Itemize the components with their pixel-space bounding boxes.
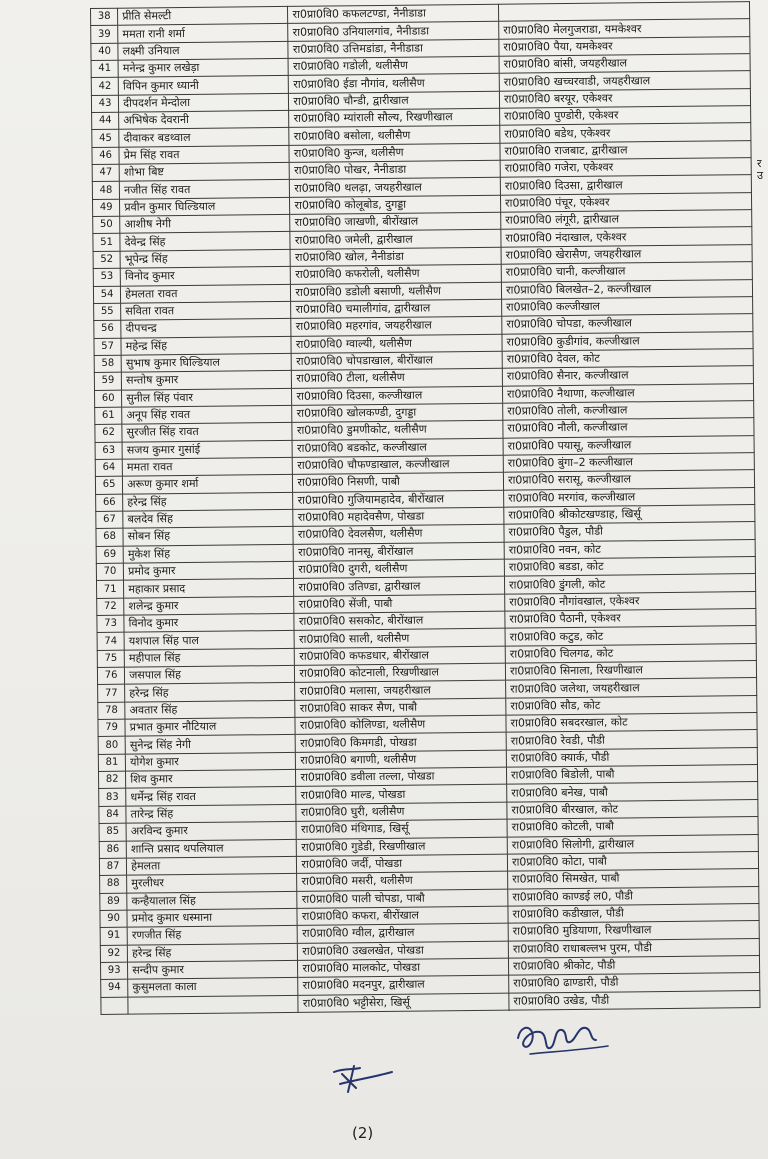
transfer-school-cell: रा0प्रा0वि0 कल्जीखाल xyxy=(502,296,753,316)
transfer-school-cell: रा0प्रा0वि0 नौगांवखाल, एकेश्वर xyxy=(505,591,756,611)
transfer-school-cell: रा0प्रा0वि0 बुंगा–2 कल्जीखाल xyxy=(503,453,754,473)
current-school-cell: रा0प्रा0वि0 नानसू, बीरोंखाल xyxy=(294,542,505,562)
row-number-cell: 51 xyxy=(93,234,120,252)
current-school-cell: रा0प्रा0वि0 चोपडाखाल, बीरोंखाल xyxy=(292,351,503,371)
row-number-cell: 74 xyxy=(97,633,124,651)
row-number-cell: 77 xyxy=(98,685,125,703)
transfer-school-cell: रा0प्रा0वि0 पंचूर, एकेश्वर xyxy=(501,192,752,212)
current-school-cell: रा0प्रा0वि0 टीला, थलीसैण xyxy=(292,368,503,388)
transfer-school-cell: रा0प्रा0वि0 सिलोगी, द्वारीखाल xyxy=(507,834,758,854)
row-number-cell: 53 xyxy=(93,268,120,286)
current-school-cell: रा0प्रा0वि0 किमगडी, पोखडा xyxy=(296,733,507,753)
current-school-cell: रा0प्रा0वि0 मसरी, थलीसैण xyxy=(297,871,508,891)
row-number-cell: 41 xyxy=(91,60,118,78)
current-school-cell: रा0प्रा0वि0 बडकोट, कल्जीखाल xyxy=(293,438,504,458)
current-school-cell: रा0प्रा0वि0 कोटनाली, रिखणीखाल xyxy=(295,663,506,683)
current-school-cell: रा0प्रा0वि0 साकर सैण, पाबौ xyxy=(295,698,506,718)
teacher-name-cell: दीपचन्द्र xyxy=(121,319,291,338)
row-number-cell: 46 xyxy=(92,147,119,165)
current-school-cell: रा0प्रा0वि0 गडोली, थलीसैण xyxy=(289,56,500,76)
current-school-cell: रा0प्रा0वि0 घुरी, थलीसैण xyxy=(296,802,507,822)
row-number-cell: 39 xyxy=(91,26,118,44)
current-school-cell: रा0प्रा0वि0 मालकोट, पोखडा xyxy=(298,958,509,978)
row-number-cell: 71 xyxy=(96,581,123,599)
teacher-name-cell: लक्ष्मी उनियाल xyxy=(118,41,288,60)
current-school-cell: रा0प्रा0वि0 जाखणी, बीरोंखाल xyxy=(290,212,501,232)
current-school-cell: रा0प्रा0वि0 दुगरी, थलीसैण xyxy=(294,559,505,579)
teacher-name-cell: महीपाल सिंह xyxy=(124,648,294,667)
teacher-name-cell: हेमलता xyxy=(127,856,297,875)
transfer-school-cell: रा0प्रा0वि0 नवन, कोट xyxy=(504,539,755,559)
teacher-name-cell: विनोद कुमार xyxy=(124,613,294,632)
teacher-name-cell: अनूप सिंह रावत xyxy=(122,405,292,424)
transfer-school-cell: रा0प्रा0वि0 खेरासैण, जयहरीखाल xyxy=(501,244,752,264)
teacher-name-cell: मुकेश सिंह xyxy=(123,544,293,563)
row-number-cell: 81 xyxy=(98,754,125,772)
teacher-name-cell: कुसुमलता काला xyxy=(128,978,298,997)
teacher-name-cell: धर्मेन्द्र सिंह रावत xyxy=(126,787,296,806)
row-number-cell: 45 xyxy=(92,130,119,148)
teacher-name-cell: सुनील सिंह पंवार xyxy=(122,388,292,407)
row-number-cell: 44 xyxy=(92,112,119,130)
teacher-name-cell xyxy=(128,995,298,1014)
row-number-cell: 75 xyxy=(97,650,124,668)
teacher-name-cell: प्रवीन कुमार घिल्डियाल xyxy=(120,197,290,216)
current-school-cell: रा0प्रा0वि0 ग्वील, द्वारीखाल xyxy=(298,923,509,943)
current-school-cell: रा0प्रा0वि0 मंथिगाड, खिर्सू xyxy=(297,819,508,839)
teacher-name-cell: देवेन्द्र सिंह xyxy=(120,232,290,251)
current-school-cell: रा0प्रा0वि0 डुमणीकोट, थलीसैण xyxy=(292,420,503,440)
row-number-cell: 52 xyxy=(93,251,120,269)
transfer-school-cell: रा0प्रा0वि0 बिलखेत–2, कल्जीखाल xyxy=(501,279,752,299)
current-school-cell: रा0प्रा0वि0 भट्टीसेरा, खिर्सू xyxy=(298,993,509,1013)
row-number-cell: 64 xyxy=(95,459,122,477)
current-school-cell: रा0प्रा0वि0 कुन्ज, थलीसैण xyxy=(289,143,500,163)
transfer-school-cell: रा0प्रा0वि0 चानी, कल्जीखाल xyxy=(501,262,752,282)
teacher-name-cell: सुरजीत सिंह रावत xyxy=(122,423,292,442)
transfer-school-cell: रा0प्रा0वि0 चिलगढ, कोट xyxy=(505,643,756,663)
transfer-school-cell: रा0प्रा0वि0 उखेड, पौडी xyxy=(509,990,760,1010)
current-school-cell: रा0प्रा0वि0 खोल, नैनीडांडा xyxy=(291,247,502,267)
current-school-cell: रा0प्रा0वि0 जर्दी, पोखडा xyxy=(297,854,508,874)
teacher-name-cell: बलदेव सिंह xyxy=(123,509,293,528)
signature-mark-left xyxy=(330,1058,400,1098)
current-school-cell: रा0प्रा0वि0 उतिण्डा, द्वारीखाल xyxy=(294,577,505,597)
teacher-name-cell: प्रीति सेमल्टी xyxy=(118,6,288,25)
current-school-cell: रा0प्रा0वि0 देवलसैण, थलीसैण xyxy=(293,525,504,545)
row-number-cell: 49 xyxy=(93,199,120,217)
current-school-cell: रा0प्रा0वि0 मलासा, जयहरीखाल xyxy=(295,681,506,701)
row-number-cell: 86 xyxy=(99,841,126,859)
row-number-cell: 80 xyxy=(98,737,125,755)
current-school-cell: रा0प्रा0वि0 उखलखेत, पोखडा xyxy=(298,941,509,961)
teacher-name-cell: दीपदर्शन मेन्दोला xyxy=(119,93,289,112)
teacher-name-cell: हरेन्द्र सिंह xyxy=(128,943,298,962)
teacher-name-cell: विनोद कुमार xyxy=(120,267,290,286)
row-number-cell: 93 xyxy=(100,962,127,980)
teacher-name-cell: अरूण कुमार शर्मा xyxy=(123,475,293,494)
row-number-cell: 83 xyxy=(99,789,126,807)
current-school-cell: रा0प्रा0वि0 ग्वाल्यी, थलीसैण xyxy=(291,334,502,354)
teacher-name-cell: प्रमोद कुमार xyxy=(124,561,294,580)
teacher-name-cell: मनेन्द्र कुमार लखेड़ा xyxy=(118,58,288,77)
transfer-school-cell: रा0प्रा0वि0 राजबाट, द्वारीखाल xyxy=(500,140,751,160)
transfer-school-cell: रा0प्रा0वि0 कुडीगांव, कल्जीखाल xyxy=(502,331,753,351)
row-number-cell: 69 xyxy=(96,546,123,564)
teacher-name-cell: ममता रावत xyxy=(122,457,292,476)
row-number-cell: 62 xyxy=(95,424,122,442)
teacher-name-cell: सुभाष कुमार घिल्डियाल xyxy=(121,353,291,372)
teacher-name-cell: दीवाकर बडथ्वाल xyxy=(119,128,289,147)
teacher-name-cell: रणजीत सिंह xyxy=(127,926,297,945)
current-school-cell: रा0प्रा0वि0 निसणी, पाबौ xyxy=(293,472,504,492)
transfer-school-cell: रा0प्रा0वि0 सौड, कोट xyxy=(506,695,757,715)
transfer-school-cell: रा0प्रा0वि0 दिउसा, द्वारीखाल xyxy=(500,175,751,195)
transfer-school-cell: रा0प्रा0वि0 क्यार्क, पौडी xyxy=(506,747,757,767)
row-number-cell: 78 xyxy=(98,702,125,720)
teacher-name-cell: भूपेन्द्र सिंह xyxy=(120,249,290,268)
transfer-school-cell: रा0प्रा0वि0 काण्डई ल0, पौडी xyxy=(508,886,759,906)
transfer-school-cell: रा0प्रा0वि0 नौली, कल्जीखाल xyxy=(503,418,754,438)
row-number-cell: 76 xyxy=(97,667,124,685)
row-number-cell: 43 xyxy=(91,95,118,113)
current-school-cell: रा0प्रा0वि0 साली, थलीसैण xyxy=(295,629,506,649)
row-number-cell: 91 xyxy=(100,927,127,945)
row-number-cell: 79 xyxy=(98,719,125,737)
transfer-school-cell: रा0प्रा0वि0 सैनार, कल्जीखाल xyxy=(502,366,753,386)
teacher-name-cell: शान्ति प्रसाद थपलियाल xyxy=(126,839,296,858)
teacher-name-cell: प्रमोद कुमार धस्माना xyxy=(127,908,297,927)
transfer-school-cell: रा0प्रा0वि0 श्रीकोट, पौडी xyxy=(509,955,760,975)
row-number-cell: 92 xyxy=(100,945,127,963)
transfer-school-cell: रा0प्रा0वि0 डुंगली, कोट xyxy=(505,574,756,594)
teacher-name-cell: सविता रावत xyxy=(121,301,291,320)
row-number-cell: 50 xyxy=(93,216,120,234)
teacher-name-cell: सजय कुमार गुसांई xyxy=(122,440,292,459)
teacher-name-cell: मुरलीधर xyxy=(127,874,297,893)
transfer-school-cell: रा0प्रा0वि0 लंगूरी, द्वारीखाल xyxy=(501,210,752,230)
transfer-school-cell: रा0प्रा0वि0 गजेरा, एकेश्वर xyxy=(500,158,751,178)
transfer-school-cell: रा0प्रा0वि0 रेवडी, पौडी xyxy=(506,730,757,750)
current-school-cell: रा0प्रा0वि0 पोखर, नैनीडाडा xyxy=(290,160,501,180)
transfer-school-cell: रा0प्रा0वि0 बडडा, कोट xyxy=(504,557,755,577)
teacher-name-cell: अभिषेक देवरानी xyxy=(119,110,289,129)
current-school-cell: रा0प्रा0वि0 ससकोट, बीरोंखाल xyxy=(294,611,505,631)
teacher-name-cell: हरेन्द्र सिंह xyxy=(123,492,293,511)
current-school-cell: रा0प्रा0वि0 कोलिण्डा, थलीसैण xyxy=(295,715,506,735)
transfer-school-cell: रा0प्रा0वि0 पैया, यमकेश्वर xyxy=(499,36,750,56)
transfer-school-cell: रा0प्रा0वि0 जलेथा, जयहरीखाल xyxy=(506,678,757,698)
transfer-school-cell: रा0प्रा0वि0 सरासू, कल्जीखाल xyxy=(503,470,754,490)
transfer-school-cell: रा0प्रा0वि0 राधाबल्लभ पुरम, पौडी xyxy=(508,938,759,958)
row-number-cell: 48 xyxy=(92,182,119,200)
transfer-school-cell: रा0प्रा0वि0 चोपडा, कल्जीखाल xyxy=(502,314,753,334)
current-school-cell: रा0प्रा0वि0 जमेली, द्वारीखाल xyxy=(290,230,501,250)
transfer-school-cell: रा0प्रा0वि0 पैठानी, एकेश्वर xyxy=(505,609,756,629)
teacher-name-cell: विपिन कुमार ध्यानी xyxy=(118,76,288,95)
row-number-cell: 57 xyxy=(94,338,121,356)
transfer-list-table xyxy=(90,1,764,1015)
transfer-school-cell: रा0प्रा0वि0 पैडुल, पौडी xyxy=(504,522,755,542)
teacher-name-cell: शिव कुमार xyxy=(126,770,296,789)
transfer-school-cell: रा0प्रा0वि0 सिमखेत, पाबौ xyxy=(508,869,759,889)
transfer-school-cell: रा0प्रा0वि0 मुडियाणा, रिखणीखाल xyxy=(508,921,759,941)
row-number-cell: 70 xyxy=(96,563,123,581)
row-number-cell: 68 xyxy=(96,528,123,546)
transfer-school-cell: रा0प्रा0वि0 मेलगुजराडा, यमकेश्वर xyxy=(499,19,750,39)
transfer-school-cell: रा0प्रा0वि0 मरगांव, कल्जीखाल xyxy=(504,487,755,507)
row-number-cell: 88 xyxy=(100,875,127,893)
current-school-cell: रा0प्रा0वि0 कफलटण्डा, नैनीडाडा xyxy=(288,4,499,24)
teacher-name-cell: सोबन सिंह xyxy=(123,527,293,546)
current-school-cell: रा0प्रा0वि0 मदनपुर, द्वारीखाल xyxy=(298,975,509,995)
current-school-cell: रा0प्रा0वि0 गुजियामहादेव, बीरोंखाल xyxy=(293,490,504,510)
current-school-cell: रा0प्रा0वि0 चौन्डी, द्वारीखाल xyxy=(289,91,500,111)
row-number-cell: 82 xyxy=(98,771,125,789)
row-number-cell: 40 xyxy=(91,43,118,61)
row-number-cell: 94 xyxy=(101,979,128,997)
transfer-school-cell: रा0प्रा0वि0 नैथाणा, कल्जीखाल xyxy=(503,383,754,403)
current-school-cell: रा0प्रा0वि0 उत्तिमडांडा, नैनीडाडा xyxy=(288,39,499,59)
transfer-school-cell: रा0प्रा0वि0 श्रीकोटखण्डाह, खिर्सू xyxy=(504,505,755,525)
teacher-name-cell: तारेन्द्र सिंह xyxy=(126,804,296,823)
teacher-name-cell: महेन्द्र सिंह xyxy=(121,336,291,355)
teacher-name-cell: आशीष नेगी xyxy=(120,215,290,234)
row-number-cell: 87 xyxy=(99,858,126,876)
current-school-cell: रा0प्रा0वि0 सेंजी, पाबौ xyxy=(294,594,505,614)
teacher-name-cell: हरेन्द्र सिंह xyxy=(125,683,295,702)
current-school-cell: रा0प्रा0वि0 चौफण्डाखाल, कल्जीखाल xyxy=(293,455,504,475)
transfer-school-cell: रा0प्रा0वि0 देवल, कोट xyxy=(502,348,753,368)
teacher-name-cell: शोभा बिष्ट xyxy=(119,163,289,182)
transfer-school-cell: रा0प्रा0वि0 पयासू, कल्जीखाल xyxy=(503,435,754,455)
row-number-cell: 60 xyxy=(95,390,122,408)
row-number-cell: 66 xyxy=(96,494,123,512)
teacher-name-cell: सुनेन्द्र सिंह नेगी xyxy=(125,735,295,754)
current-school-cell: रा0प्रा0वि0 उनियालगांव, नैनीडाडा xyxy=(288,22,499,42)
cut-off-margin-text: र उ xyxy=(757,157,764,182)
row-number-cell: 90 xyxy=(100,910,127,928)
teacher-name-cell: योगेश कुमार xyxy=(126,752,296,771)
transfer-school-cell: रा0प्रा0वि0 कोटली, पाबौ xyxy=(507,817,758,837)
current-school-cell: रा0प्रा0वि0 पाली चोपडा, पाबौ xyxy=(297,889,508,909)
current-school-cell: रा0प्रा0वि0 डवीला तल्ला, पोखडा xyxy=(296,767,507,787)
transfer-school-cell: रा0प्रा0वि0 कोटा, पाबौ xyxy=(507,851,758,871)
row-number-cell: 67 xyxy=(96,511,123,529)
current-school-cell: रा0प्रा0वि0 महादेवसैण, पोखडा xyxy=(293,507,504,527)
current-school-cell: रा0प्रा0वि0 माल्ड, पोखडा xyxy=(296,785,507,805)
row-number-cell: 42 xyxy=(91,78,118,96)
current-school-cell: रा0प्रा0वि0 गुडेडी, रिखणीखाल xyxy=(297,837,508,857)
current-school-cell: रा0प्रा0वि0 ईडा नौगांव, थलीसैण xyxy=(289,74,500,94)
teacher-name-cell: शलेन्द्र कुमार xyxy=(124,596,294,615)
row-number-cell: 47 xyxy=(92,164,119,182)
teacher-name-cell: यशपाल सिंह पाल xyxy=(124,631,294,650)
current-school-cell: रा0प्रा0वि0 खोलकण्डी, दुगड्डा xyxy=(292,403,503,423)
row-number-cell: 56 xyxy=(94,320,121,338)
transfer-school-cell: रा0प्रा0वि0 नंदाखाल, एकेश्वर xyxy=(501,227,752,247)
row-number-cell: 58 xyxy=(94,355,121,373)
page-number: (2) xyxy=(352,1124,374,1142)
transfer-school-cell: रा0प्रा0वि0 खच्चरवाडी, जयहरीखाल xyxy=(499,71,750,91)
transfer-school-cell: रा0प्रा0वि0 पुण्डोरी, एकेश्वर xyxy=(500,106,751,126)
current-school-cell: रा0प्रा0वि0 थलढ़ा, जयहरीखाल xyxy=(290,178,501,198)
row-number-cell: 55 xyxy=(94,303,121,321)
teacher-name-cell: महाकार प्रसाद xyxy=(124,579,294,598)
teacher-name-cell: सन्दीप कुमार xyxy=(128,960,298,979)
current-school-cell: रा0प्रा0वि0 बसोला, थलीसैण xyxy=(289,126,500,146)
current-school-cell: रा0प्रा0वि0 चमालीगांव, द्वारीखाल xyxy=(291,299,502,319)
transfer-school-cell: रा0प्रा0वि0 तोली, कल्जीखाल xyxy=(503,400,754,420)
row-number-cell: 85 xyxy=(99,823,126,841)
transfer-school-cell: रा0प्रा0वि0 बडेथ, एकेश्वर xyxy=(500,123,751,143)
row-number-cell: 63 xyxy=(95,442,122,460)
signature-mark-right xyxy=(510,1010,620,1070)
teacher-name-cell: हेमलता रावत xyxy=(121,284,291,303)
current-school-cell: रा0प्रा0वि0 कफरोली, थलीसैण xyxy=(291,264,502,284)
transfer-school-cell: रा0प्रा0वि0 सिनाला, रिखणीखाल xyxy=(505,661,756,681)
current-school-cell: रा0प्रा0वि0 बगाणी, थलीसैण xyxy=(296,750,507,770)
transfer-school-cell: रा0प्रा0वि0 कटुड, कोट xyxy=(505,626,756,646)
teacher-name-cell: जसपाल सिंह xyxy=(125,665,295,684)
current-school-cell: रा0प्रा0वि0 दिउसा, कल्जीखाल xyxy=(292,386,503,406)
teacher-name-cell: ममता रानी शर्मा xyxy=(118,24,288,43)
row-number-cell: 61 xyxy=(95,407,122,425)
row-number-cell: 38 xyxy=(91,8,118,26)
transfer-school-cell: रा0प्रा0वि0 बिडोली, पाबौ xyxy=(507,765,758,785)
transfer-school-cell: रा0प्रा0वि0 सबदरखाल, कोट xyxy=(506,713,757,733)
transfer-school-cell: रा0प्रा0वि0 ढाण्डारी, पौडी xyxy=(509,973,760,993)
current-school-cell: रा0प्रा0वि0 कफडधार, बीरोंखाल xyxy=(295,646,506,666)
current-school-cell: रा0प्रा0वि0 कफरा, बीरोंखाल xyxy=(297,906,508,926)
transfer-school-cell: रा0प्रा0वि0 बांसी, जयहरीखाल xyxy=(499,54,750,74)
transfer-school-cell: रा0प्रा0वि0 कडीखाल, पौडी xyxy=(508,903,759,923)
table-body xyxy=(91,2,760,1015)
row-number-cell: 84 xyxy=(99,806,126,824)
row-number-cell: 73 xyxy=(97,615,124,633)
teacher-name-cell: प्रभात कुमार नौटियाल xyxy=(125,717,295,736)
teacher-name-cell: अवतार सिंह xyxy=(125,700,295,719)
teacher-name-cell: प्रेम सिंह रावत xyxy=(119,145,289,164)
row-number-cell: 89 xyxy=(100,893,127,911)
teacher-name-cell: अरविन्द कुमार xyxy=(126,822,296,841)
current-school-cell: रा0प्रा0वि0 डडोली बसाणी, थलीसैण xyxy=(291,282,502,302)
row-number-cell: 65 xyxy=(95,476,122,494)
row-number-cell: 54 xyxy=(93,286,120,304)
transfer-school-cell: रा0प्रा0वि0 बीरखाल, कोट xyxy=(507,799,758,819)
transfer-school-cell: रा0प्रा0वि0 बरयूर, एकेश्वर xyxy=(499,88,750,108)
row-number-cell xyxy=(101,997,128,1015)
teacher-name-cell: नजीत सिंह रावत xyxy=(120,180,290,199)
teacher-name-cell: कन्हैयालाल सिंह xyxy=(127,891,297,910)
row-number-cell: 59 xyxy=(94,372,121,390)
current-school-cell: रा0प्रा0वि0 महरगांव, जयहरीखाल xyxy=(291,316,502,336)
current-school-cell: रा0प्रा0वि0 कोलूबोड, दुगड्डा xyxy=(290,195,501,215)
teacher-name-cell: सन्तोष कुमार xyxy=(122,371,292,390)
current-school-cell: रा0प्रा0वि0 म्यांराली सौल्य, रिखणीखाल xyxy=(289,108,500,128)
row-number-cell: 72 xyxy=(97,598,124,616)
transfer-list-table-wrapper xyxy=(90,1,764,1015)
transfer-school-cell: रा0प्रा0वि0 बनेख, पाबौ xyxy=(507,782,758,802)
